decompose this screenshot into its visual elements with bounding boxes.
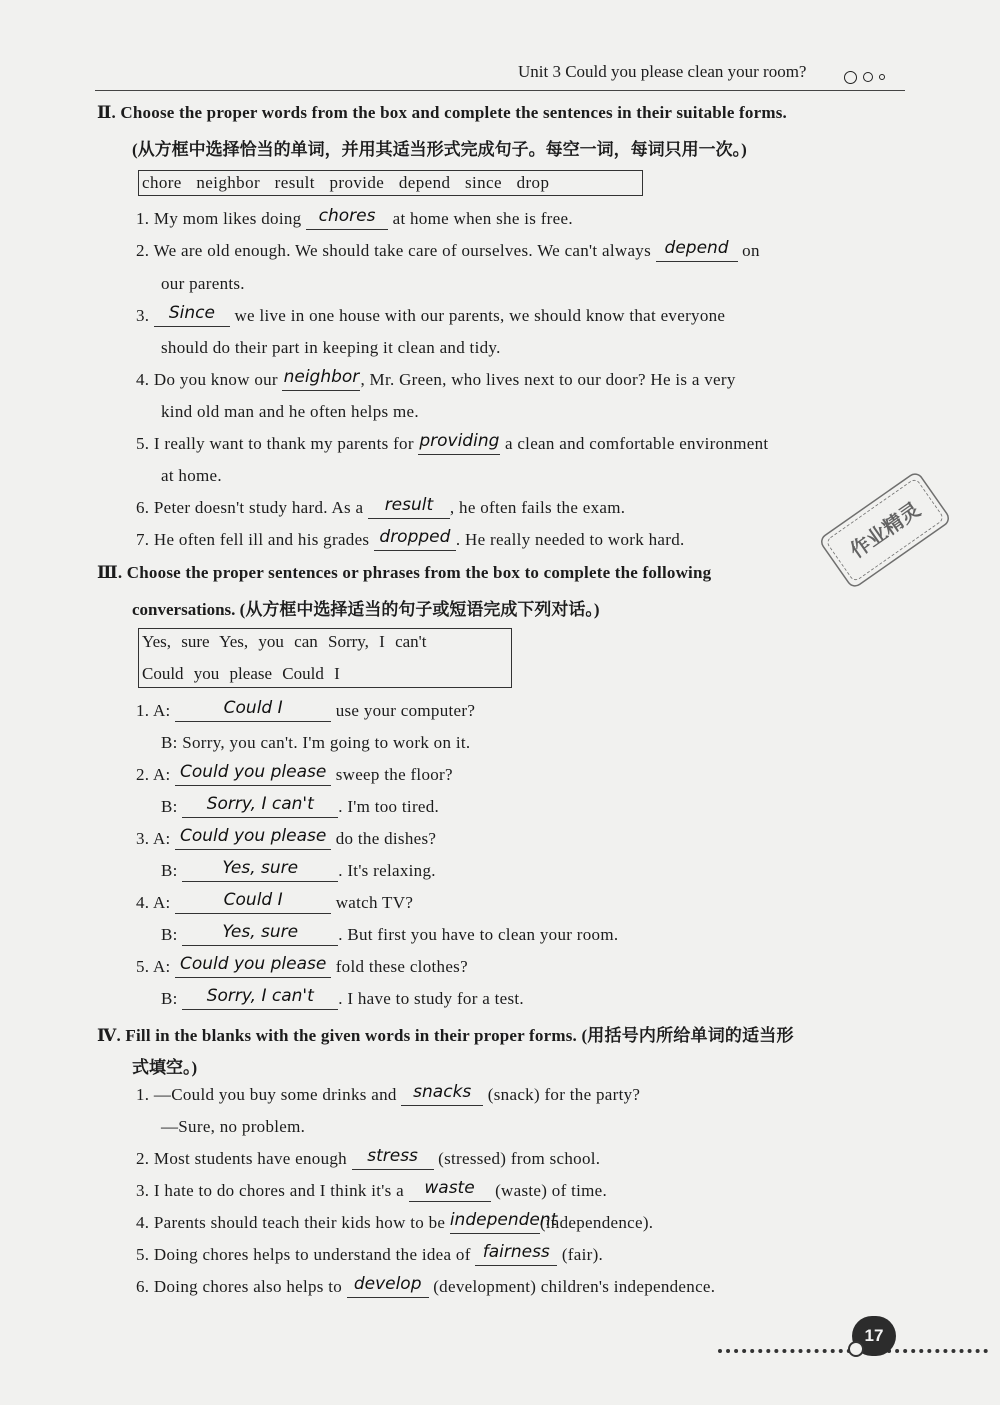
s4-item-6: 6. Doing chores also helps to develop (development) children's independence. <box>136 1274 716 1296</box>
s3-item-5a: 5. A: Could you please fold these clothes? <box>136 954 468 976</box>
answer-blank[interactable]: Sorry, I can't <box>182 797 338 818</box>
s2-item-4: 4. Do you know our neighbor, Mr. Green, who lives next to our door? He is a very <box>136 367 736 389</box>
s2-item-6: 6. Peter doesn't study hard. As a result , he often fails the exam. <box>136 495 626 517</box>
section4-subtitle: 式填空。) <box>132 1058 198 1077</box>
answer-blank[interactable]: Since <box>154 306 230 327</box>
s3-item-5b: B: Sorry, I can't . I have to study for a test. <box>161 986 524 1008</box>
s2-item-4-cont: kind old man and he often helps me. <box>161 402 419 421</box>
section3-subtitle: conversations. (从方框中选择适当的句子或短语完成下列对话。) <box>132 600 600 619</box>
s3-item-4b: B: Yes, sure . But first you have to clean your room. <box>161 922 619 944</box>
s4-item-1-cont: —Sure, no problem. <box>161 1117 306 1136</box>
s2-item-5-cont: at home. <box>161 466 222 485</box>
s2-item-2: 2. We are old enough. We should take care of ourselves. We can't always depend on <box>136 238 760 260</box>
s2-item-3: 3. Since we live in one house with our parents, we should know that everyone <box>136 303 726 325</box>
s3-item-1b: B: Sorry, you can't. I'm going to work on it. <box>161 733 471 752</box>
s4-item-2: 2. Most students have enough stress (stressed) from school. <box>136 1146 601 1168</box>
s4-item-5: 5. Doing chores helps to understand the idea of fairness (fair). <box>136 1242 604 1264</box>
section3-title: Ⅲ. Choose the proper sentences or phrases from the box to complete the following <box>97 563 712 582</box>
word-box: chore neighbor result provide depend since drop <box>138 170 643 196</box>
answer-blank[interactable]: chores <box>306 209 388 230</box>
answer-blank[interactable]: Yes, sure <box>182 861 338 882</box>
answer-blank[interactable]: neighbor <box>282 370 360 391</box>
answer-blank[interactable]: Sorry, I can't <box>182 989 338 1010</box>
s3-item-3b: B: Yes, sure . It's relaxing. <box>161 858 436 880</box>
s4-item-3: 3. I hate to do chores and I think it's a waste (waste) of time. <box>136 1178 608 1200</box>
answer-blank[interactable]: Could you please <box>175 765 331 786</box>
answer-blank[interactable]: Could you please <box>175 957 331 978</box>
answer-blank[interactable]: Could I <box>175 701 331 722</box>
header-circles-decoration <box>844 68 891 86</box>
s3-item-4a: 4. A: Could I watch TV? <box>136 890 414 912</box>
answer-blank[interactable]: stress <box>352 1149 434 1170</box>
answer-blank[interactable]: providing <box>418 434 500 455</box>
answer-blank[interactable]: result <box>368 498 450 519</box>
answer-blank[interactable]: dropped <box>374 530 456 551</box>
answer-blank[interactable]: Could you please <box>175 829 331 850</box>
answer-blank[interactable]: waste <box>409 1181 491 1202</box>
page-number: 17 <box>852 1316 896 1356</box>
s4-item-4: 4. Parents should teach their kids how to be independent(independence). <box>136 1210 654 1232</box>
s3-item-2a: 2. A: Could you please sweep the floor? <box>136 762 453 784</box>
answer-blank[interactable]: independent <box>450 1213 540 1234</box>
answer-blank[interactable]: Yes, sure <box>182 925 338 946</box>
s2-item-7: 7. He often fell ill and his grades dropped . He really needed to work hard. <box>136 527 685 549</box>
homework-stamp-logo <box>800 445 970 615</box>
phrase-box: Yes, sure Yes, you can Sorry, I can't Could you please Could I <box>138 628 512 688</box>
answer-blank[interactable]: snacks <box>401 1085 483 1106</box>
answer-blank[interactable]: develop <box>347 1277 429 1298</box>
s3-item-2b: B: Sorry, I can't . I'm too tired. <box>161 794 440 816</box>
section2-title: Ⅱ. Choose the proper words from the box and complete the sentences in their suitable forms. <box>97 103 787 122</box>
page-header <box>500 60 940 88</box>
s3-item-1a: 1. A: Could I use your computer? <box>136 698 476 720</box>
s2-item-5: 5. I really want to thank my parents for providing a clean and comfortable environment <box>136 431 769 453</box>
footer-ring-decoration <box>848 1341 864 1357</box>
answer-blank[interactable]: fairness <box>475 1245 557 1266</box>
s4-item-1: 1. —Could you buy some drinks and snacks (snack) for the party? <box>136 1082 641 1104</box>
section4-title: Ⅳ. Fill in the blanks with the given words in their proper forms. (用括号内所给单词的适当形 <box>97 1026 794 1045</box>
answer-blank[interactable]: Could I <box>175 893 331 914</box>
s3-item-3a: 3. A: Could you please do the dishes? <box>136 826 437 848</box>
section2-subtitle: (从方框中选择恰当的单词，并用其适当形式完成句子。每空一词，每词只用一次。) <box>132 140 747 159</box>
s2-item-2-cont: our parents. <box>161 274 245 293</box>
s2-item-3-cont: should do their part in keeping it clean and tidy. <box>161 338 501 357</box>
answer-blank[interactable]: depend <box>656 241 738 262</box>
s2-item-1: 1. My mom likes doing chores at home when she is free. <box>136 206 573 228</box>
unit-title: Unit 3 Could you please clean your room? <box>518 62 807 81</box>
header-divider <box>95 90 905 91</box>
stamp-text: 作业精灵 <box>845 497 925 563</box>
